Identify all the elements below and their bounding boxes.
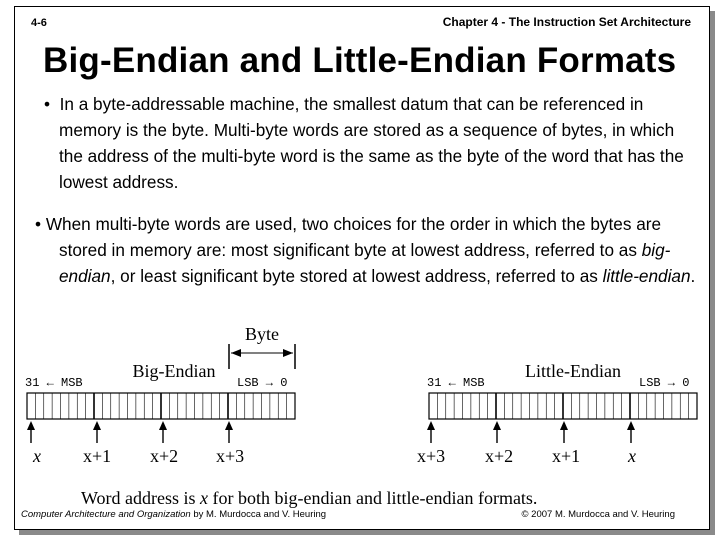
- address-arrow-head: [159, 421, 167, 430]
- slide-frame: [14, 6, 710, 530]
- address-arrow-head: [93, 421, 101, 430]
- term-big-endian: big-endian: [59, 240, 671, 286]
- term-little-endian: little-endian: [602, 266, 691, 286]
- bullet-text: In a byte-addressable machine, the smallest datum that can be referenced in memory is the byte. Multi-byte words are stored as a sequence of bytes, in which the address of the multi-byte word is the same as the byte of the word that has the lowest address.: [59, 94, 684, 192]
- book-authors: by M. Murdocca and V. Heuring: [190, 509, 327, 520]
- bullet-text: , or least significant byte stored at lowest address, referred to as: [110, 266, 603, 286]
- address-arrow-head: [627, 421, 635, 430]
- little-address-1: x+2: [485, 446, 514, 466]
- byte-arrow-right: [283, 349, 293, 357]
- byte-arrow-left: [231, 349, 241, 357]
- bullet-text: .: [690, 266, 696, 286]
- little-endian-address-arrows: [427, 421, 635, 443]
- little-endian-register: [429, 393, 697, 419]
- byte-label: Byte: [245, 324, 279, 344]
- address-arrow-head: [560, 421, 568, 430]
- footer-copyright: © 2007 M. Murdocca and V. Heuring: [521, 509, 675, 520]
- big-endian-address-arrows: [27, 421, 233, 443]
- big-address-2: x+2: [150, 446, 179, 466]
- bullet-marker: •: [35, 214, 42, 234]
- chapter-title: Chapter 4 - The Instruction Set Architecture: [442, 15, 691, 29]
- big-endian-register: [27, 393, 295, 419]
- little-address-0: x+3: [417, 446, 446, 466]
- book-title: Computer Architecture and Organization: [21, 509, 191, 520]
- footer-book-credit: [21, 509, 326, 520]
- little-address-2: x+1: [552, 446, 581, 466]
- figure-caption: Word address is x for both big-endian and little-endian formats.: [81, 488, 538, 508]
- slide-title: Big-Endian and Little-Endian Formats: [43, 41, 677, 80]
- big-address-3: x+3: [216, 446, 245, 466]
- big-endian-title: Big-Endian: [132, 361, 216, 381]
- endian-diagram: [15, 319, 709, 514]
- big-address-0: x: [33, 446, 41, 466]
- bullet-byte-addressable: [33, 91, 699, 195]
- bullet-marker: •: [44, 94, 51, 114]
- address-arrow-head: [493, 421, 501, 430]
- little-address-3: x: [628, 446, 636, 466]
- big-address-1: x+1: [83, 446, 112, 466]
- little-endian-title: Little-Endian: [525, 361, 621, 381]
- address-arrow-head: [427, 421, 435, 430]
- big-lsb-label: LSB → 0: [237, 376, 288, 390]
- little-lsb-label: LSB → 0: [639, 376, 690, 390]
- slide-number: 4-6: [31, 17, 47, 29]
- bullet-text: When multi-byte words are used, two choices for the order in which the bytes are stored in memory are: most significant byte at lowest address, referred to as: [45, 214, 662, 260]
- address-arrow-head: [27, 421, 35, 430]
- address-arrow-head: [225, 421, 233, 430]
- bullet-endian-choices: [33, 211, 699, 289]
- big-msb-label: 31 ← MSB: [25, 376, 83, 390]
- little-msb-label: 31 ← MSB: [427, 376, 485, 390]
